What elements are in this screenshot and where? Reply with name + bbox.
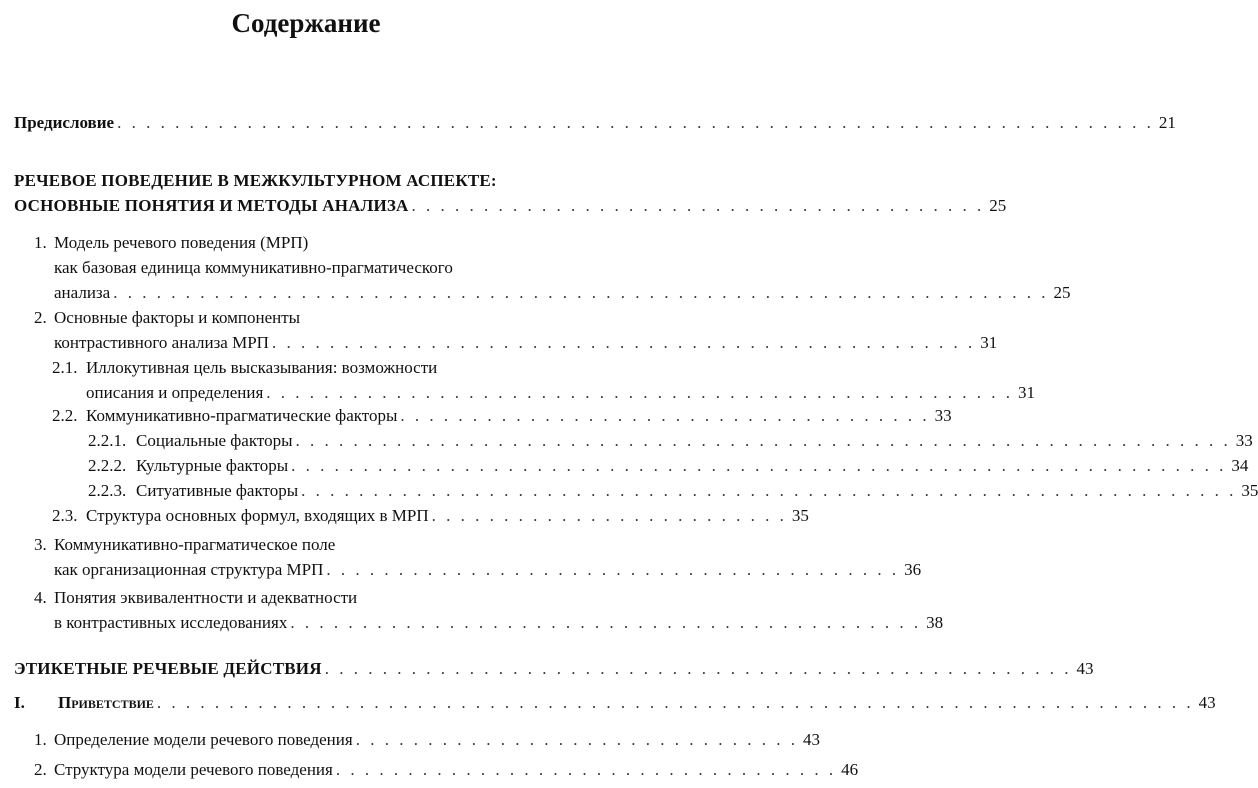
toc-entry-text: Культурные факторы — [136, 456, 289, 475]
toc-page-number: 21 — [1158, 113, 1176, 132]
toc-entry-greeting-1 — [34, 727, 820, 752]
toc-entry-text: Структура модели речевого поведения — [54, 760, 333, 779]
toc-entry-text: Коммуникативно-прагматические факторы — [86, 406, 398, 425]
toc-entry-section-etiquette — [14, 656, 1094, 681]
leader-dots: . . . . . . . . . . . . . . . . . . . . . . . . . . . . . . . . . . . . . . . . . . . . . . . . . . . . . . . . . . . . . . . . . — [291, 456, 1227, 475]
toc-page-number: 43 — [1076, 659, 1094, 678]
toc-page-number: 43 — [1198, 693, 1216, 712]
toc-entry-text: контрастивного анализа МРП — [54, 333, 269, 352]
toc-entry-number: 2.2.2. — [88, 456, 127, 475]
toc-page-number: 38 — [926, 613, 944, 632]
leader-dots: . . . . . . . . . . . . . . . . . . . . . . . . . . . . . . . . . . . . . . . . . . . . — [290, 613, 922, 632]
toc-entry-text: ОСНОВНЫЕ ПОНЯТИЯ И МЕТОДЫ АНАЛИЗА — [14, 196, 409, 215]
toc-page-number: 31 — [980, 333, 998, 352]
toc-entry-4 — [34, 585, 944, 635]
toc-page-number: 46 — [841, 760, 859, 779]
toc-entry-number: 4. — [34, 588, 47, 607]
toc-entry-preface — [14, 110, 1176, 135]
toc-page-number: 25 — [989, 196, 1007, 215]
toc-entry-text: как организационная структура МРП — [54, 560, 324, 579]
toc-page-number: 35 — [1241, 481, 1258, 500]
toc-entry-text: Коммуникативно-прагматическое поле — [54, 535, 336, 554]
toc-entry-number: 2.2. — [52, 406, 78, 425]
leader-dots: . . . . . . . . . . . . . . . . . . . . . . . . . . . . . . . . . . . . . . . . . . . . . . . . . . . . . . . . . . . . . . . . . — [295, 431, 1231, 450]
toc-entry-2 — [34, 305, 998, 355]
toc-page-number: 33 — [934, 406, 952, 425]
leader-dots: . . . . . . . . . . . . . . . . . . . . . . . . . . . . . . . . . . . . . — [400, 406, 930, 425]
toc-entry-number: 3. — [34, 535, 47, 554]
toc-entry-text: анализа — [54, 283, 111, 302]
toc-entry-2-2-2 — [88, 453, 1249, 478]
toc-entry-text: в контрастивных исследованиях — [54, 613, 288, 632]
toc-entry-section-speech-behavior — [14, 168, 1007, 218]
toc-entry-text: Ситуативные факторы — [136, 481, 299, 500]
leader-dots: . . . . . . . . . . . . . . . . . . . . . . . . . . . . . . . — [355, 730, 798, 749]
page-title: Содержание — [231, 8, 381, 38]
toc-entry-text: Понятия эквивалентности и адекватности — [54, 588, 358, 607]
leader-dots: . . . . . . . . . . . . . . . . . . . . . . . . . . . . . . . . . . . . . . . . . . . . . . . . . — [271, 333, 976, 352]
toc-entry-2-1 — [52, 355, 1036, 405]
leader-dots: . . . . . . . . . . . . . . . . . . . . . . . . . . . . . . . . . . . . . . . . . . . . . . . . . . . . . . . . . . . . . . . . . . . . . . . . — [117, 113, 1154, 132]
toc-page-number: 31 — [1018, 383, 1036, 402]
toc-entry-number: 2.3. — [52, 506, 78, 525]
toc-page-number: 35 — [791, 506, 809, 525]
leader-dots: . . . . . . . . . . . . . . . . . . . . . . . . . . . . . . . . . . . . . . . . . . . . . . . . . . . . . . . . . . . . . . . . . . . . . . . . — [156, 693, 1194, 712]
toc-entry-2-2 — [52, 403, 952, 428]
toc-page-number: 33 — [1235, 431, 1253, 450]
toc-entry-text: как базовая единица коммуникативно-прагматического — [54, 258, 453, 277]
toc-entry-text: Модель речевого поведения (МРП) — [54, 233, 309, 252]
toc-entry-text: ЭТИКЕТНЫЕ РЕЧЕВЫЕ ДЕЙСТВИЯ — [14, 659, 322, 678]
toc-entry-text: Предисловие — [14, 113, 115, 132]
leader-dots: . . . . . . . . . . . . . . . . . . . . . . . . . . . . . . . . . . . . . . . . . . . . . . . . . . . . — [266, 383, 1014, 402]
toc-page-number: 36 — [904, 560, 922, 579]
toc-entry-2-2-1 — [88, 428, 1253, 453]
leader-dots: . . . . . . . . . . . . . . . . . . . . . . . . . . . . . . . . . . . — [335, 760, 837, 779]
toc-entry-text: Определение модели речевого поведения — [54, 730, 353, 749]
leader-dots: . . . . . . . . . . . . . . . . . . . . . . . . . . . . . . . . . . . . . . . . . . . . . . . . . . . . — [324, 659, 1072, 678]
toc-entry-number: 2.2.1. — [88, 431, 127, 450]
toc-entry-text: Приветствие — [58, 693, 154, 712]
toc-entry-greeting-2 — [34, 757, 859, 782]
toc-entry-number: 1. — [34, 730, 47, 749]
toc-entry-1 — [34, 230, 1071, 305]
toc-entry-2-3 — [52, 503, 809, 528]
toc-entry-3 — [34, 532, 922, 582]
leader-dots: . . . . . . . . . . . . . . . . . . . . . . . . . . . . . . . . . . . . . . . . . . . . . . . . . . . . . . . . . . . . . . . . . — [301, 481, 1237, 500]
toc-entry-text: Иллокутивная цель высказывания: возможности — [86, 358, 438, 377]
leader-dots: . . . . . . . . . . . . . . . . . . . . . . . . . . . . . . . . . . . . . . . . — [411, 196, 985, 215]
leader-dots: . . . . . . . . . . . . . . . . . . . . . . . . . . . . . . . . . . . . . . . . . . . . . . . . . . . . . . . . . . . . . . . . . — [113, 283, 1049, 302]
toc-entry-number: 1. — [34, 233, 47, 252]
leader-dots: . . . . . . . . . . . . . . . . . . . . . . . . . — [431, 506, 787, 525]
toc-page-number: 43 — [802, 730, 820, 749]
toc-entry-greeting — [14, 690, 1216, 715]
toc-entry-2-2-3 — [88, 478, 1258, 503]
toc-entry-number: 2.2.3. — [88, 481, 127, 500]
toc-entry-text: Социальные факторы — [136, 431, 293, 450]
toc-entry-number: 2. — [34, 308, 47, 327]
toc-page-number: 25 — [1053, 283, 1071, 302]
toc-entry-text: Основные факторы и компоненты — [54, 308, 301, 327]
toc-entry-text: описания и определения — [86, 383, 264, 402]
toc-page-number: 34 — [1231, 456, 1249, 475]
leader-dots: . . . . . . . . . . . . . . . . . . . . . . . . . . . . . . . . . . . . . . . . — [326, 560, 900, 579]
toc-entry-text: РЕЧЕВОЕ ПОВЕДЕНИЕ В МЕЖКУЛЬТУРНОМ АСПЕКТЕ: — [14, 171, 497, 190]
toc-entry-number: 2. — [34, 760, 47, 779]
toc-entry-number: I. — [14, 693, 25, 712]
toc-entry-number: 2.1. — [52, 358, 78, 377]
toc-entry-text: Структура основных формул, входящих в МРП — [86, 506, 429, 525]
